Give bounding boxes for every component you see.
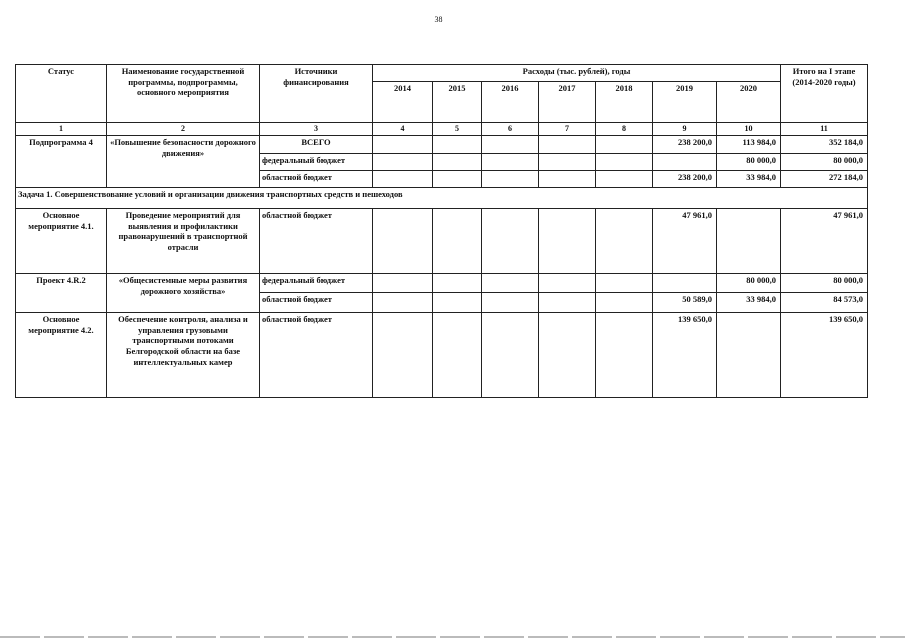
table-row (16, 136, 868, 154)
page-number: 38 (434, 15, 443, 24)
year-2020: 2020 (717, 82, 781, 123)
status-cell: Подпрограмма 4 (16, 136, 107, 188)
source-cell: федеральный бюджет (260, 274, 373, 293)
value-total: 80 000,0 (781, 154, 868, 171)
value-2020: 80 000,0 (717, 274, 781, 293)
year-2015: 2015 (433, 82, 482, 123)
source-cell: областной бюджет (260, 209, 373, 274)
source-cell: ВСЕГО (260, 136, 373, 154)
col-index: 4 (373, 123, 433, 136)
col-index: 2 (107, 123, 260, 136)
table-row (16, 209, 868, 274)
header-row (16, 65, 868, 82)
source-cell: областной бюджет (260, 293, 373, 313)
col-index: 7 (539, 123, 596, 136)
table-row (16, 313, 868, 398)
year-2014: 2014 (373, 82, 433, 123)
col-index: 6 (482, 123, 539, 136)
col-index: 8 (596, 123, 653, 136)
col-index: 10 (717, 123, 781, 136)
col-index: 3 (260, 123, 373, 136)
value-2019 (653, 274, 717, 293)
value-2020: 113 984,0 (717, 136, 781, 154)
header-status: Статус (16, 65, 107, 123)
value-2019: 238 200,0 (653, 171, 717, 188)
value-2019: 139 650,0 (653, 313, 717, 398)
value-total: 352 184,0 (781, 136, 868, 154)
year-2018: 2018 (596, 82, 653, 123)
value-2019: 47 961,0 (653, 209, 717, 274)
source-cell: федеральный бюджет (260, 154, 373, 171)
year-2017: 2017 (539, 82, 596, 123)
year-2016: 2016 (482, 82, 539, 123)
status-cell: Основное мероприятие 4.1. (16, 209, 107, 274)
col-index: 5 (433, 123, 482, 136)
name-cell: Проведение мероприятий для выявления и профилактики правонарушений в транспортной отрасли (107, 209, 260, 274)
value-2020: 80 000,0 (717, 154, 781, 171)
name-cell: «Повышение безопасности дорожного движения» (107, 136, 260, 188)
value-total: 84 573,0 (781, 293, 868, 313)
column-index-row (16, 123, 868, 136)
header-name: Наименование государственной программы, подпрограммы, основного мероприятия (107, 65, 260, 123)
value-2019 (653, 154, 717, 171)
table-row (16, 274, 868, 293)
value-total: 80 000,0 (781, 274, 868, 293)
source-cell: областной бюджет (260, 171, 373, 188)
value-total: 272 184,0 (781, 171, 868, 188)
value-2020 (717, 313, 781, 398)
value-total: 139 650,0 (781, 313, 868, 398)
header-sources: Источники финансирования (260, 65, 373, 123)
name-cell: «Общесистемные меры развития дорожного хозяйства» (107, 274, 260, 313)
task-title: Задача 1. Совершенствование условий и организации движения транспортных средств и пешеходов (16, 188, 868, 209)
budget-table (15, 64, 868, 398)
header-expenses: Расходы (тыс. рублей), годы (373, 65, 781, 82)
status-cell: Основное мероприятие 4.2. (16, 313, 107, 398)
value-2020 (717, 209, 781, 274)
col-index: 1 (16, 123, 107, 136)
year-2019: 2019 (653, 82, 717, 123)
status-cell: Проект 4.R.2 (16, 274, 107, 313)
scan-edge (0, 636, 905, 638)
value-2019: 238 200,0 (653, 136, 717, 154)
value-2020: 33 984,0 (717, 171, 781, 188)
name-cell: Обеспечение контроля, анализа и управления грузовыми транспортными потоками Белгородской области на базе интеллектуальных камер (107, 313, 260, 398)
source-cell: областной бюджет (260, 313, 373, 398)
header-total: Итого на I этапе (2014-2020 годы) (781, 65, 868, 123)
col-index: 9 (653, 123, 717, 136)
task-row (16, 188, 868, 209)
value-2020: 33 984,0 (717, 293, 781, 313)
value-2019: 50 589,0 (653, 293, 717, 313)
col-index: 11 (781, 123, 868, 136)
value-total: 47 961,0 (781, 209, 868, 274)
